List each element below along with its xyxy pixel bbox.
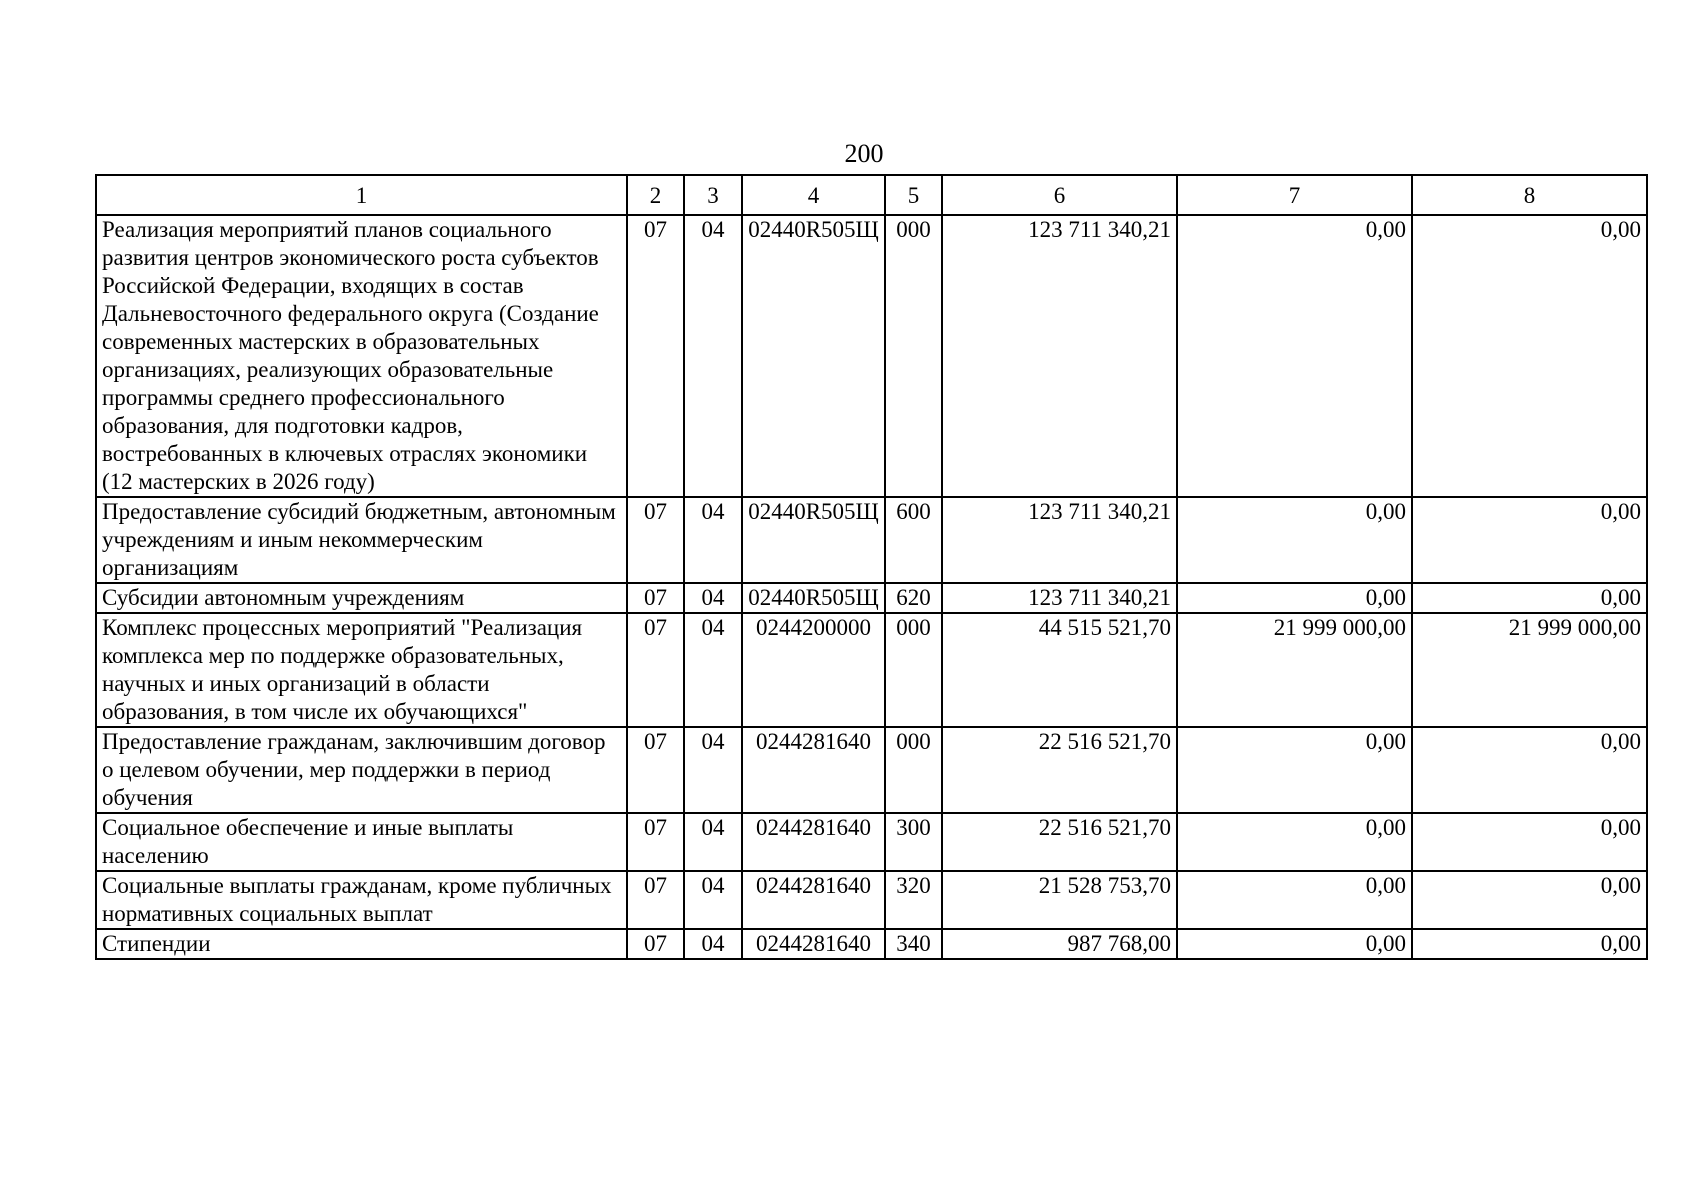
section-code: 07 xyxy=(627,813,684,871)
amount-col-7: 21 999 000,00 xyxy=(1177,613,1412,727)
table-row xyxy=(96,613,1647,727)
table-row xyxy=(96,929,1647,959)
target-article-code: 02440R505Щ xyxy=(742,583,885,613)
amount-col-7: 0,00 xyxy=(1177,727,1412,813)
table-row xyxy=(96,497,1647,583)
expense-type-code: 320 xyxy=(885,871,942,929)
amount-col-7: 0,00 xyxy=(1177,929,1412,959)
header-col-6: 6 xyxy=(942,175,1177,215)
target-article-code: 0244281640 xyxy=(742,813,885,871)
amount-col-8: 0,00 xyxy=(1412,871,1647,929)
row-description: Предоставление субсидий бюджетным, автономным учреждениям и иным некоммерческим организациям xyxy=(96,497,627,583)
target-article-code: 0244281640 xyxy=(742,727,885,813)
amount-col-7: 0,00 xyxy=(1177,871,1412,929)
target-article-code: 02440R505Щ xyxy=(742,215,885,497)
section-code: 07 xyxy=(627,929,684,959)
subsection-code: 04 xyxy=(684,583,742,613)
amount-col-7: 0,00 xyxy=(1177,813,1412,871)
amount-col-7: 0,00 xyxy=(1177,215,1412,497)
amount-col-8: 0,00 xyxy=(1412,727,1647,813)
subsection-code: 04 xyxy=(684,497,742,583)
amount-col-8: 21 999 000,00 xyxy=(1412,613,1647,727)
target-article-code: 0244281640 xyxy=(742,871,885,929)
amount-col-7: 0,00 xyxy=(1177,583,1412,613)
row-description: Социальные выплаты гражданам, кроме публичных нормативных социальных выплат xyxy=(96,871,627,929)
budget-table xyxy=(95,174,1648,960)
amount-col-6: 987 768,00 xyxy=(942,929,1177,959)
section-code: 07 xyxy=(627,613,684,727)
row-description: Комплекс процессных мероприятий "Реализация комплекса мер по поддержке образовательных, научных и иных организаций в области образования, в том числе их обучающихся" xyxy=(96,613,627,727)
table-row xyxy=(96,871,1647,929)
amount-col-6: 22 516 521,70 xyxy=(942,813,1177,871)
row-description: Реализация мероприятий планов социального развития центров экономического роста субъектов Российской Федерации, входящих в состав Дальневосточного федерального округа (Создание современных мастерских в образовательных организациях, реализующих образовательные программы среднего профессионального образования, для подготовки кадров, востребованных в ключевых отраслях экономики (12 мастерских в 2026 году) xyxy=(96,215,627,497)
header-col-1: 1 xyxy=(96,175,627,215)
subsection-code: 04 xyxy=(684,613,742,727)
amount-col-8: 0,00 xyxy=(1412,583,1647,613)
row-description: Предоставление гражданам, заключившим договор о целевом обучении, мер поддержки в период обучения xyxy=(96,727,627,813)
amount-col-6: 123 711 340,21 xyxy=(942,215,1177,497)
table-row xyxy=(96,813,1647,871)
amount-col-8: 0,00 xyxy=(1412,497,1647,583)
table-row xyxy=(96,583,1647,613)
row-description: Субсидии автономным учреждениям xyxy=(96,583,627,613)
amount-col-7: 0,00 xyxy=(1177,497,1412,583)
expense-type-code: 000 xyxy=(885,727,942,813)
expense-type-code: 300 xyxy=(885,813,942,871)
amount-col-8: 0,00 xyxy=(1412,929,1647,959)
page-number: 200 xyxy=(844,139,884,168)
amount-col-6: 123 711 340,21 xyxy=(942,583,1177,613)
amount-col-6: 44 515 521,70 xyxy=(942,613,1177,727)
subsection-code: 04 xyxy=(684,813,742,871)
target-article-code: 02440R505Щ xyxy=(742,497,885,583)
header-col-2: 2 xyxy=(627,175,684,215)
header-col-8: 8 xyxy=(1412,175,1647,215)
subsection-code: 04 xyxy=(684,871,742,929)
header-col-7: 7 xyxy=(1177,175,1412,215)
expense-type-code: 600 xyxy=(885,497,942,583)
amount-col-8: 0,00 xyxy=(1412,813,1647,871)
target-article-code: 0244281640 xyxy=(742,929,885,959)
subsection-code: 04 xyxy=(684,727,742,813)
table-row xyxy=(96,215,1647,497)
header-col-4: 4 xyxy=(742,175,885,215)
section-code: 07 xyxy=(627,497,684,583)
expense-type-code: 000 xyxy=(885,215,942,497)
amount-col-6: 22 516 521,70 xyxy=(942,727,1177,813)
row-description: Социальное обеспечение и иные выплаты населению xyxy=(96,813,627,871)
section-code: 07 xyxy=(627,871,684,929)
table-header-row xyxy=(96,175,1647,215)
section-code: 07 xyxy=(627,727,684,813)
header-col-3: 3 xyxy=(684,175,742,215)
expense-type-code: 000 xyxy=(885,613,942,727)
section-code: 07 xyxy=(627,215,684,497)
row-description: Стипендии xyxy=(96,929,627,959)
header-col-5: 5 xyxy=(885,175,942,215)
target-article-code: 0244200000 xyxy=(742,613,885,727)
section-code: 07 xyxy=(627,583,684,613)
amount-col-6: 21 528 753,70 xyxy=(942,871,1177,929)
subsection-code: 04 xyxy=(684,215,742,497)
subsection-code: 04 xyxy=(684,929,742,959)
expense-type-code: 340 xyxy=(885,929,942,959)
amount-col-6: 123 711 340,21 xyxy=(942,497,1177,583)
amount-col-8: 0,00 xyxy=(1412,215,1647,497)
expense-type-code: 620 xyxy=(885,583,942,613)
table-row xyxy=(96,727,1647,813)
